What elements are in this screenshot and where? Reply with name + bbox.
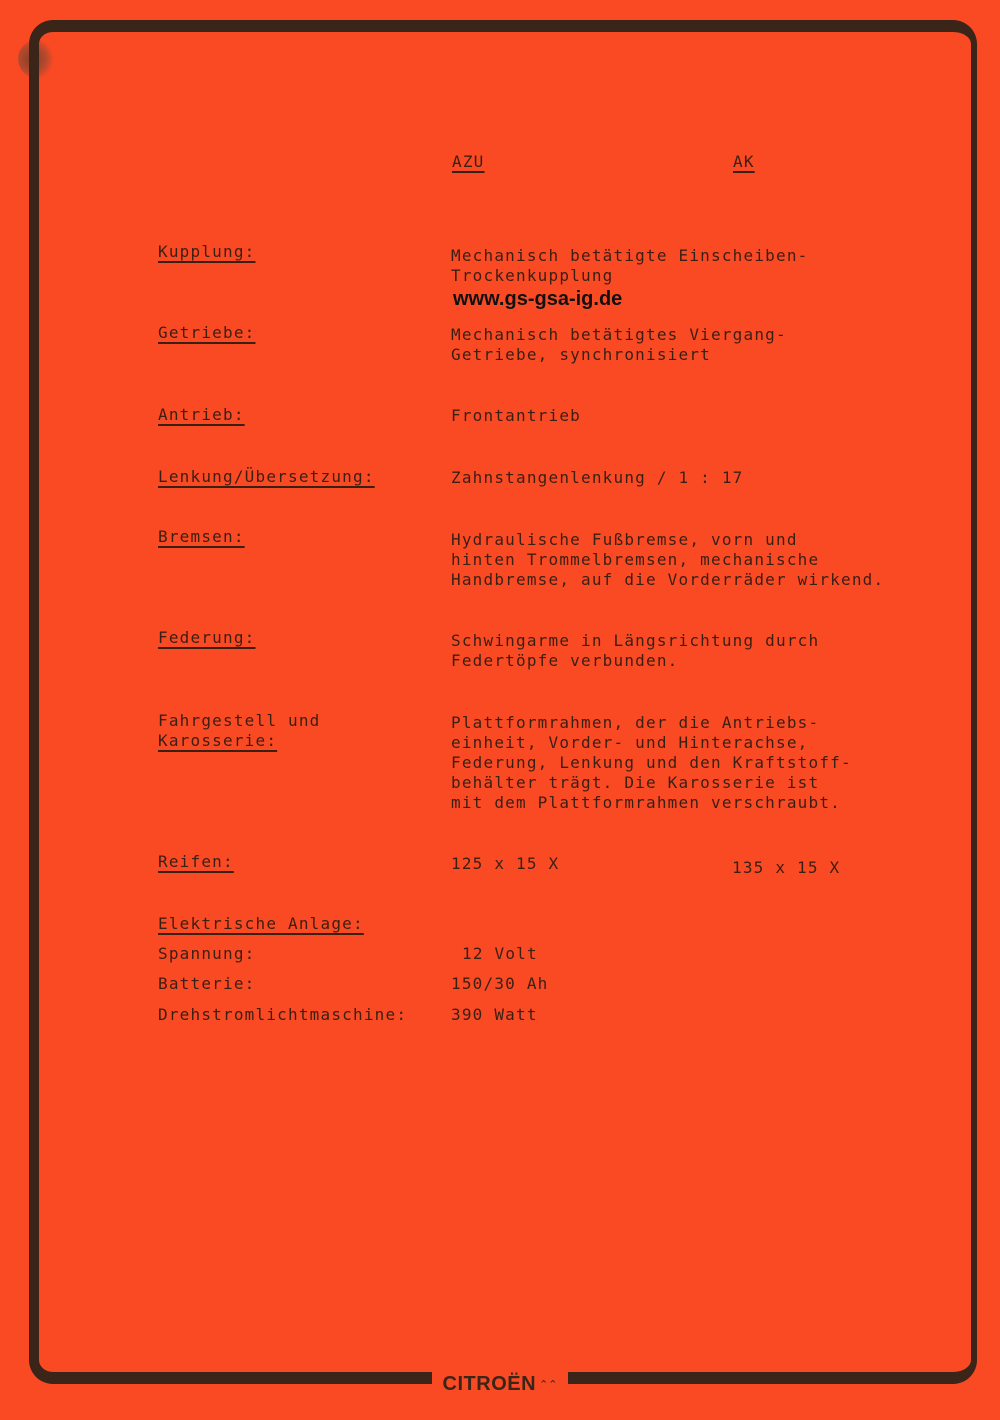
label-reifen: Reifen: <box>158 852 234 871</box>
value-reifen-ak: 135 x 15 X <box>732 858 841 877</box>
header-ak: AK <box>733 152 755 171</box>
label-getriebe: Getriebe: <box>158 323 256 342</box>
label-drehstrom: Drehstromlichtmaschine: <box>158 1005 408 1024</box>
page-frame <box>29 20 977 1384</box>
header-azu: AZU <box>452 152 485 171</box>
label-lenkung: Lenkung/Übersetzung: <box>158 467 375 486</box>
website-watermark: www.gs-gsa-ig.de <box>453 288 623 310</box>
value-federung: Schwingarme in Längsrichtung durch Federtöpfe verbunden. <box>451 631 820 670</box>
label-federung: Federung: <box>158 628 256 647</box>
label-kupplung: Kupplung: <box>158 242 256 261</box>
label-batterie: Batterie: <box>158 974 256 993</box>
value-drehstrom: 390 Watt <box>451 1005 538 1024</box>
value-getriebe: Mechanisch betätigtes Viergang- Getriebe, synchronisiert <box>451 325 787 364</box>
label-spannung: Spannung: <box>158 944 256 963</box>
label-fahrgestell: Fahrgestell und <box>158 711 321 730</box>
brand-wordmark: CITROËN <box>442 1372 537 1395</box>
value-fahrgestell: Plattformrahmen, der die Antriebs- einheit, Vorder- und Hinterachse, Federung, Lenkung und den Kraftstoff- behälter trägt. Die Karosserie ist mit dem Plattformrahmen verschraubt. <box>451 713 852 812</box>
label-antrieb: Antrieb: <box>158 405 245 424</box>
value-antrieb: Frontantrieb <box>451 406 581 425</box>
brand-logo <box>432 1366 568 1402</box>
value-spannung: 12 Volt <box>462 944 538 963</box>
double-chevron-icon: ⌃⌃ <box>539 1377 558 1391</box>
electrical-heading: Elektrische Anlage: <box>158 914 364 933</box>
label-karosserie: Karosserie: <box>158 731 278 750</box>
label-bremsen: Bremsen: <box>158 527 245 546</box>
value-bremsen: Hydraulische Fußbremse, vorn und hinten Trommelbremsen, mechanische Handbremse, auf die Vorderräder wirkend. <box>451 530 885 589</box>
value-batterie: 150/30 Ah <box>451 974 549 993</box>
value-lenkung: Zahnstangenlenkung / 1 : 17 <box>451 468 744 487</box>
value-kupplung: Mechanisch betätigte Einscheiben- Trockenkupplung <box>451 246 809 285</box>
value-reifen-azu: 125 x 15 X <box>451 854 560 873</box>
